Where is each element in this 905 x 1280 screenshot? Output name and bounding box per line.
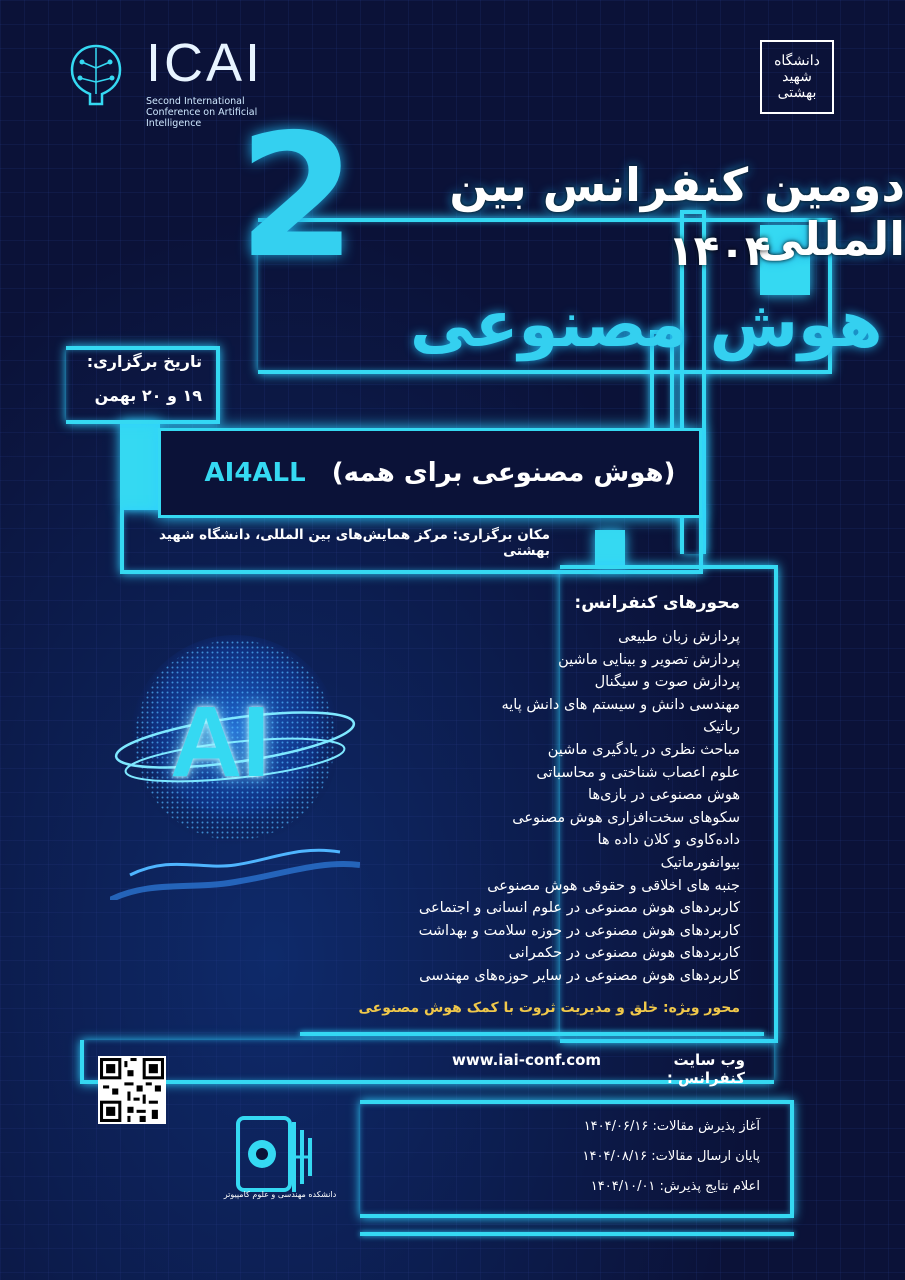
date-value: ۱۹ و ۲۰ بهمن <box>94 386 202 405</box>
list-item: داده‌کاوی و کلان داده ها <box>597 832 740 849</box>
list-item: هوش مصنوعی در بازی‌ها <box>588 787 740 804</box>
list-item: پردازش زبان طبیعی <box>618 629 740 645</box>
deadlines <box>530 1112 760 1202</box>
deadline-submission-end: پایان ارسال مقالات: ۱۴۰۴/۰۸/۱۶ <box>582 1149 760 1164</box>
ai-sphere-text: AI <box>170 686 270 798</box>
slogan-text: (هوش مصنوعی برای همه) <box>331 458 676 488</box>
venue: مکان برگزاری: مرکز همایش‌های بین المللی، دانشگاه شهید بهشتی <box>158 527 550 559</box>
frame-dates-bottom <box>360 1232 794 1236</box>
slogan-banner <box>158 428 702 518</box>
list-item: کاربردهای هوش مصنوعی در علوم انسانی و اجتماعی <box>418 900 740 917</box>
edition-number: 2 <box>238 98 357 296</box>
list-item: پردازش صوت و سیگنال <box>594 674 740 691</box>
list-item: مهندسی دانش و سیستم های دانش پایه <box>501 696 740 713</box>
deadline-acceptance: اعلام نتایج پذیرش: ۱۴۰۴/۱۰/۰۱ <box>590 1179 760 1194</box>
qr-code-icon[interactable] <box>98 1056 166 1124</box>
deadline-submission-start: آغاز پذیرش مقالات: ۱۴۰۴/۰۶/۱۶ <box>583 1119 760 1134</box>
list-item: علوم اعصاب شناختی و محاسباتی <box>536 764 740 781</box>
topics-title: محورهای کنفرانس: <box>574 593 740 613</box>
list-item: کاربردهای هوش مصنوعی در سایر حوزه‌های مهندسی <box>419 967 740 984</box>
logo-subtitle: Second International Conference on Artificial Intelligence <box>146 96 258 129</box>
list-item: جنبه های اخلاقی و حقوقی هوش مصنوعی <box>487 877 740 894</box>
list-item: پردازش تصویر و بینایی ماشین <box>558 651 740 668</box>
website-link[interactable]: www.iai-conf.com <box>452 1051 602 1069</box>
slogan-tag: AI4ALL <box>204 458 306 488</box>
logo-title: ICAI <box>146 33 264 93</box>
special-topic: محور ویژه: خلق و مدیریت ثروت با کمک هوش مصنوعی <box>358 1000 740 1016</box>
list-item: سکوهای سخت‌افزاری هوش مصنوعی <box>512 809 740 826</box>
department-name: دانشکده مهندسی و علوم کامپیوتر <box>223 1190 337 1199</box>
date-label: تاریخ برگزاری: <box>86 352 202 371</box>
list-item: کاربردهای هوش مصنوعی در حوزه سلامت و بهداشت <box>418 922 740 939</box>
title-line1: دومین کنفرانس بین المللی <box>449 158 905 266</box>
list-item: کاربردهای هوش مصنوعی در حکمرانی <box>508 945 740 962</box>
year: ۱۴۰۴ <box>668 226 771 275</box>
brain-icon <box>60 38 132 110</box>
frame-content-bottom <box>300 1032 764 1036</box>
frame-block-left <box>120 420 160 510</box>
list-item: مباحث نظری در یادگیری ماشین <box>547 741 740 758</box>
title-line2: هوش مصنوعی <box>410 288 883 362</box>
university-logo: دانشگاه شهید بهشتی <box>760 40 834 114</box>
topics-list <box>330 626 740 988</box>
list-item: بیوانفورماتیک <box>660 854 740 871</box>
list-item: رباتیک <box>703 719 740 736</box>
frame-block-small <box>595 530 625 568</box>
website-label: وب سایت کنفرانس : <box>666 1051 745 1087</box>
